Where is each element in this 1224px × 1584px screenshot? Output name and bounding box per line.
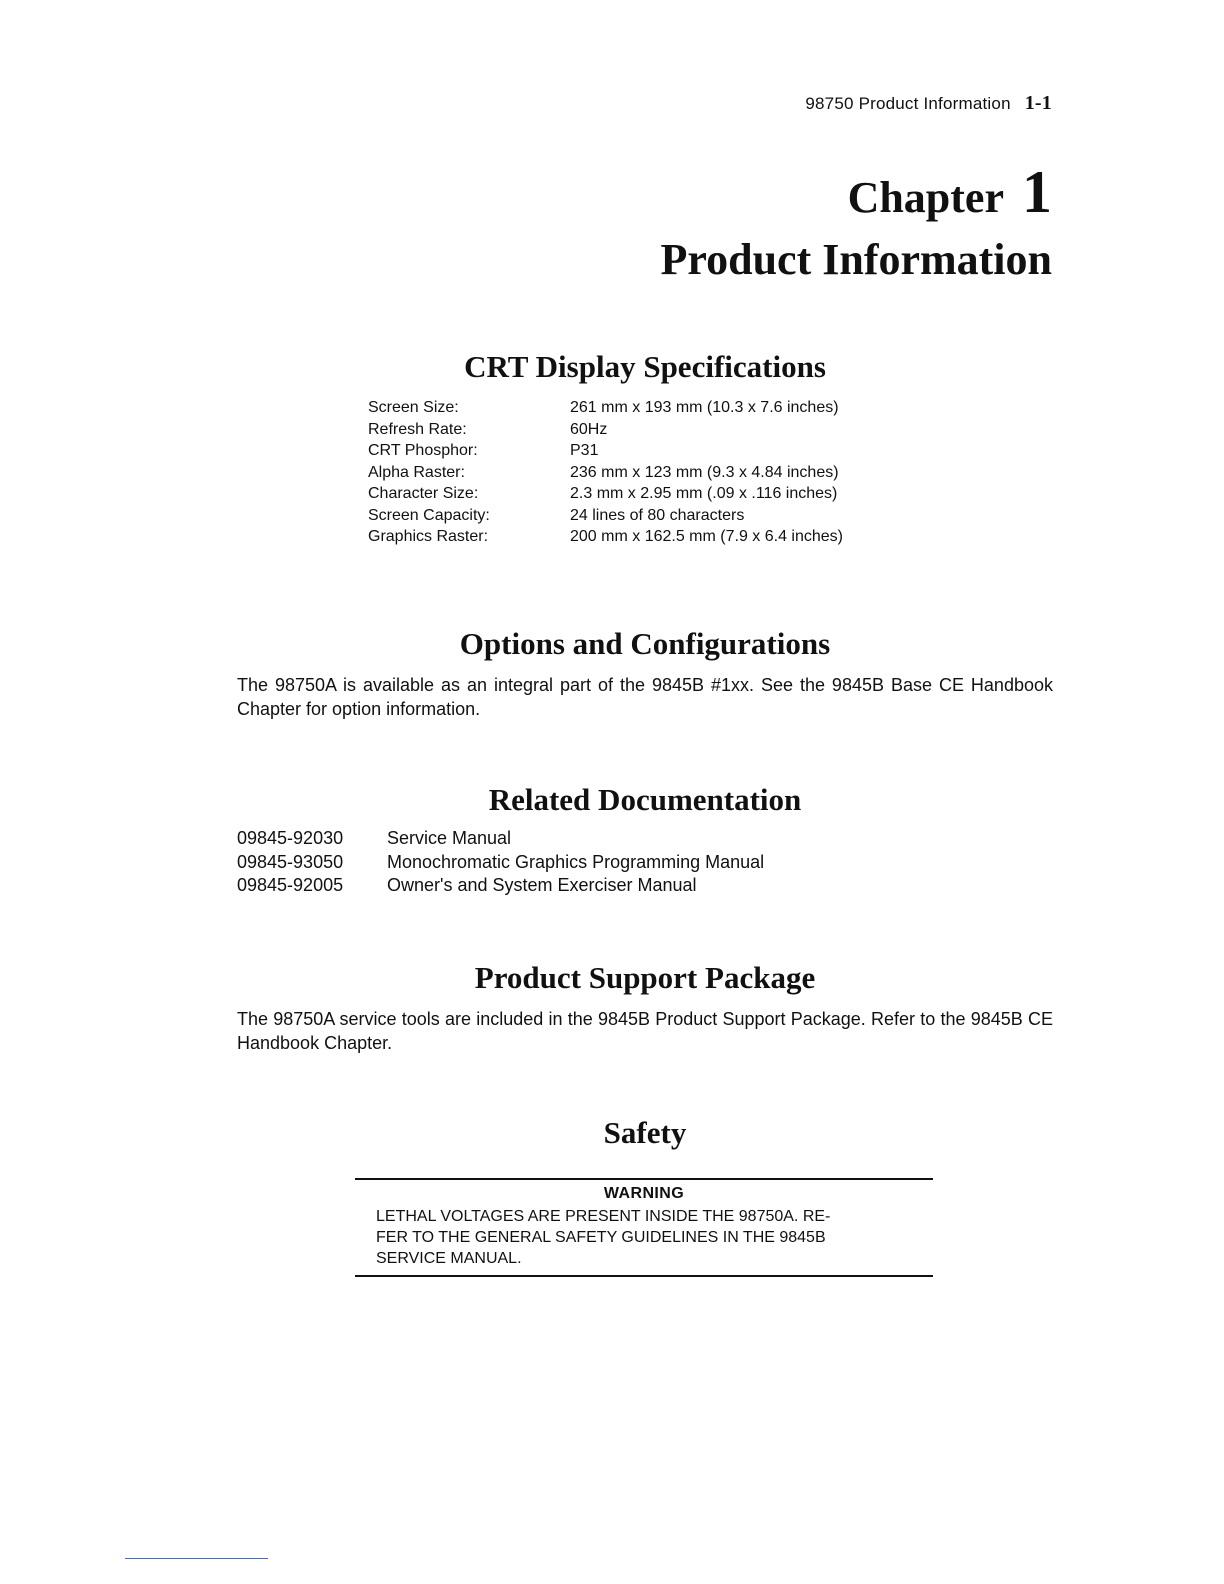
- chapter-heading: [848, 158, 1052, 227]
- spec-value: 236 mm x 123 mm (9.3 x 4.84 inches): [570, 463, 839, 481]
- doc-part-number: 09845-93050: [237, 851, 344, 872]
- running-title: 98750 Product Information: [805, 94, 1011, 113]
- doc-row: [237, 851, 764, 875]
- spec-label: Refresh Rate:: [368, 420, 467, 438]
- doc-part-number: 09845-92030: [237, 828, 344, 848]
- chapter-title: Product Information: [660, 235, 1052, 284]
- spec-row: [368, 419, 843, 441]
- spec-label: CRT Phosphor:: [368, 442, 478, 459]
- crt-spec-table: [368, 397, 843, 548]
- options-paragraph: The 98750A is available as an integral part of the 9845B #1xx. See the 9845B Base CE Handbook Chapter for option information.: [237, 675, 1053, 719]
- doc-title: Service Manual: [387, 828, 512, 848]
- doc-row: [237, 827, 764, 851]
- warning-text-line: LETHAL VOLTAGES ARE PRESENT INSIDE THE 98750A. RE-: [376, 1208, 831, 1225]
- safety-heading: Safety: [603, 1115, 687, 1150]
- chapter-number: 1: [1022, 159, 1052, 225]
- spec-value: 2.3 mm x 2.95 mm (.09 x .116 inches): [570, 485, 838, 502]
- spec-label: Screen Capacity:: [368, 506, 490, 524]
- running-header: [805, 92, 1052, 115]
- doc-row: [237, 874, 764, 898]
- crt-specs-heading: CRT Display Specifications: [464, 349, 826, 384]
- doc-part-number: 09845-92005: [237, 875, 344, 895]
- footnote-rule: [125, 1558, 268, 1559]
- spec-label: Graphics Raster:: [368, 528, 489, 545]
- spec-value: 200 mm x 162.5 mm (7.9 x 6.4 inches): [570, 528, 843, 545]
- spec-row: [368, 440, 843, 462]
- spec-label: Alpha Raster:: [368, 463, 465, 481]
- spec-row: [368, 462, 843, 484]
- spec-row: [368, 505, 843, 527]
- related-docs-table: [237, 827, 764, 898]
- support-paragraph: The 98750A service tools are included in the 9845B Product Support Package. Refer to the 9845B CE Handbook Chapter.: [237, 1009, 1053, 1053]
- related-docs-heading: Related Documentation: [488, 782, 802, 817]
- spec-value: P31: [570, 442, 599, 459]
- spec-label: Screen Size:: [368, 399, 459, 416]
- options-heading: Options and Configurations: [459, 626, 831, 661]
- warning-box: [355, 1178, 933, 1277]
- chapter-label: Chapter: [847, 173, 1004, 222]
- warning-text-line: SERVICE MANUAL.: [376, 1250, 522, 1267]
- spec-row: [368, 397, 843, 419]
- spec-row: [368, 483, 843, 505]
- warning-label: WARNING: [603, 1185, 685, 1202]
- spec-row: [368, 526, 843, 548]
- warning-text-line: FER TO THE GENERAL SAFETY GUIDELINES IN THE 9845B: [376, 1229, 826, 1246]
- spec-value: 261 mm x 193 mm (10.3 x 7.6 inches): [570, 399, 839, 416]
- spec-value: 24 lines of 80 characters: [570, 506, 745, 524]
- spec-value: 60Hz: [570, 420, 608, 438]
- doc-title: Owner's and System Exerciser Manual: [387, 875, 697, 895]
- doc-title: Monochromatic Graphics Programming Manual: [387, 851, 765, 872]
- support-heading: Product Support Package: [474, 960, 816, 995]
- spec-label: Character Size:: [368, 485, 479, 502]
- page-number: 1-1: [1024, 92, 1052, 114]
